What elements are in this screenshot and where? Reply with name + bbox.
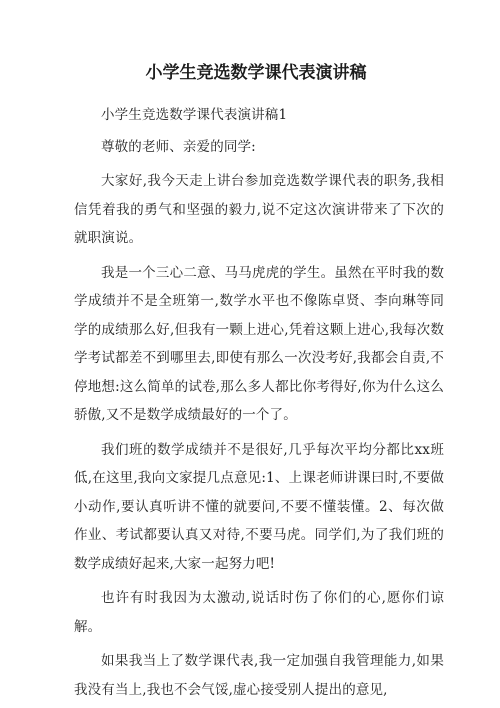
paragraph-subtitle: 小学生竞选数学课代表演讲稿1 [101,107,288,123]
document-title: 小学生竞选数学课代表演讲稿 [145,63,367,83]
paragraph: 如果我当上了数学课代表,我一定加强自我管理能力,如果我没有当上,我也不会气馁,虚心接受别人提出的意见, [74,653,444,698]
paragraph: 我们班的数学成绩并不是很好,几乎每次平均分都比xx班低,在这里,我向文家提几点意见:1、上课老师讲课曰时,不要做小动作,要认真听讲不懂的就要问,不要不懂装懂。2、每次做作业、考试都要认真又对待,不要马虎。同学们,为了我们班的数学成绩好起来,大家一起努力吧! [74,441,444,572]
paragraph: 大家好,我今天走上讲台参加竞选数学课代表的职务,我相信凭着我的勇气和坚强的毅力,说不定这次演讲带来了下次的就职演说。 [74,173,444,246]
paragraph: 也许有时我因为太激动,说话时伤了你们的心,愿你们谅解。 [74,590,444,635]
paragraph-greeting: 尊敬的老师、亲爱的同学: [101,138,256,155]
document-body [74,101,444,704]
paragraph: 我是一个三心二意、马马虎虎的学生。虽然在平时我的数学成绩并不是全班第一,数学水平也不像陈卓贤、李向琳等同学的成绩那么好,但我有一颗上进心,凭着这颗上进心,我每次数学考试都差不到哪里去,即使有那么一次没考好,我都会自责,不停地想:这么简单的试卷,那么多人都比你考得好,你为什么这么骄傲,又不是数学成绩最好的一个了。 [74,264,444,423]
